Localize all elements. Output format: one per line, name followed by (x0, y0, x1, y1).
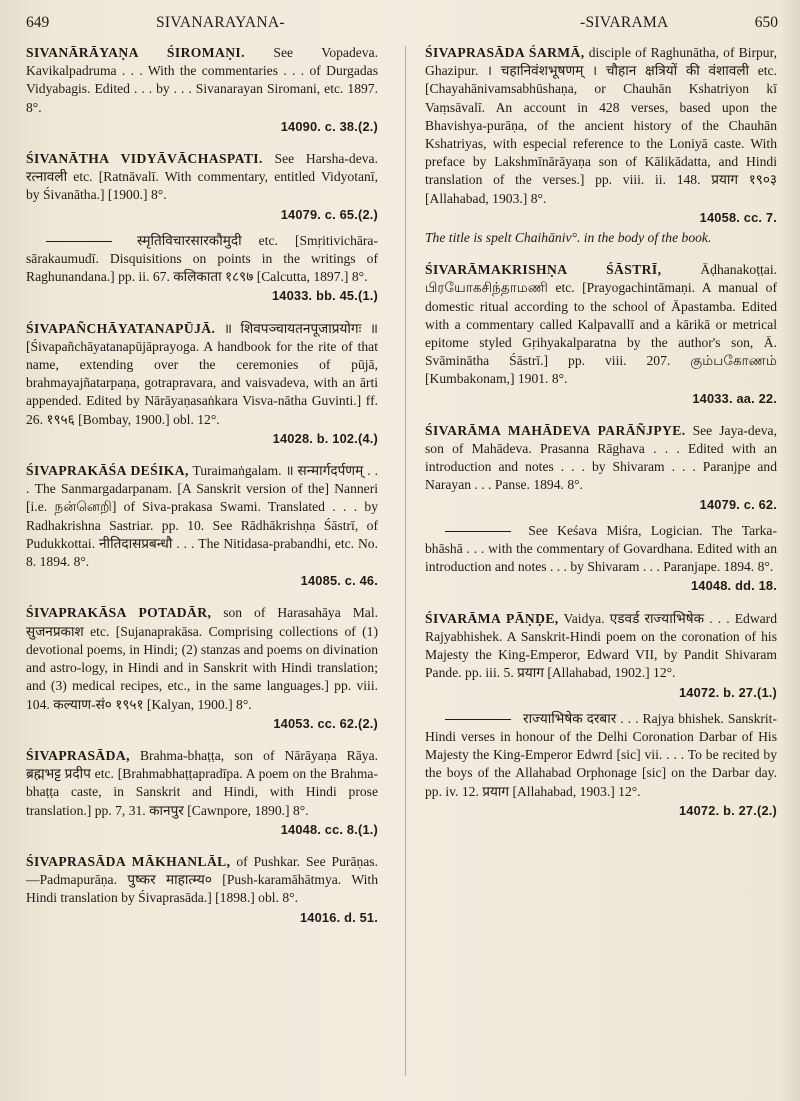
entry-heading: ŚIVAPRAKĀŚA DEŚIKA, (26, 463, 189, 479)
catalogue-entry (26, 44, 378, 136)
shelfmark: 14079. c. 65.(2.) (280, 206, 378, 222)
left-column (26, 44, 378, 1084)
catalogue-entry (425, 610, 777, 702)
entry-text: स्मृतिविचारसारकौमुदी etc. [Smṛitivichāra-sārakaumudī. Disquisitions on points in the writings of Raghunandana.] pp. ii. 67. कलिकाता १८९७ [Calcutta, 1897.] 8°. (26, 232, 378, 285)
entry-text: disciple of Raghunātha, of Birpur, Ghazipur. । चहानिवंशभूषणम् । चौहान क्षत्रियों की वंशावली etc. [Chayahānivamsabhūshaṇa, or Chauhān Kshatriyon kī Vaṃsāvalī. An account in 428 verses, based upon the Bhavishya-purāṇa, of the ancient history of the Chauhān Kshatriyas, with especial reference to the Loniyā caste. With preface by Lakshmīnārāyaṇa son of Kālikādatta, and Hindi translation of the verses.] pp. viii. ii. 148. प्रयाग १९०३ [Allahabad, 1903.] 8°. (425, 45, 777, 206)
entry-text: ॥ शिवपञ्चायतनपूजाप्रयोगः ॥ [Śivapañchāyatanapūjāprayoga. A handbook for the rite of that name, extending over the ceremonies of pūjā, brahmayajñatarpaṇa, gotrapravara, and vaisvadeva, with an ārti appended. Edited by Nārāyaṇasaṅkara Visva-nātha Guvinti.] ff. 26. १९५६ [Bombay, 1900.] obl. 12°. (26, 320, 378, 427)
entry-text: son of Harasahāya Mal. सुजनप्रकाश etc. [Sujanaprakāsa. Comprising collections of (1) devotional poems, in Hindi; (2) stanzas and poems on divination and astro-logy, in Hindi and in Sanskrit with Hindi translation; and (3) medical recipes, etc., in the same languages.] pp. viii. 104. कल्याण-सं० १९५१ [Kalyan, 1900.] 8°. (26, 605, 378, 712)
shelfmark: 14048. dd. 18. (690, 578, 777, 594)
repeat-heading-dash (445, 531, 511, 532)
entry-text: Āḍhanakoṭṭai. பிரயோகசிந்தாமணி etc. [Prayogachintāmaṇi. A manual of domestic ritual according to the school of Āpastamba. Edited with a commentary called Kalpavallī and a kārikā or metrical epitome styled Gṛihyakalparatna by the author's son, Ā. Svāminātha Śāstrī.] pp. viii. 207. கும்பகோணம் [Kumbakonam,] 1901. 8°. (425, 262, 777, 387)
catalogue-entry (26, 320, 378, 448)
entry-text: See Harsha-deva. रत्नावली etc. [Ratnāvalī. With commentary, entitled Vidyotanī, by Śivanātha.] [1900.] 8°. (26, 151, 378, 203)
shelfmark: 14058. cc. 7. (699, 209, 777, 225)
shelfmark: 14028. b. 102.(4.) (272, 430, 378, 446)
entry-text: See Jaya-deva, son of Mahādeva. Prasanna Rāghava . . . Edited with an introduction and notes . . . by Shivaram . . . Paranjpe and Narayan . . . Panse. 1894. 8°. (425, 422, 777, 493)
catalogue-entry (26, 462, 378, 590)
catalogue-entry (425, 44, 777, 247)
entry-heading: ŚIVAPRASĀDA ŚARMĀ, (425, 45, 585, 60)
page-number-right: 650 (754, 14, 778, 31)
entry-heading: ŚIVAPRAKĀSA POTADĀR, (26, 605, 212, 621)
catalogue-subentry (26, 232, 378, 306)
entry-text: Brahma-bhaṭṭa, son of Nārāyaṇa Rāya. ब्रह्मभट्ट प्रदीप etc. [Brahmabhaṭṭapradīpa. A poem on the Brahma-bhaṭṭa caste, in Sanskrit and Hindi, with Hindi prose translation.] pp. 7, 31. कानपुर [Cawnpore, 1890.] 8°. (26, 747, 378, 818)
shelfmark: 14016. d. 51. (299, 909, 378, 925)
running-head-left: SIVANARAYANA- (156, 14, 285, 31)
shelfmark: 14048. cc. 8.(1.) (280, 821, 378, 837)
entry-heading: ŚIVAPAÑCHĀYATANAPŪJĀ. (26, 320, 216, 336)
catalogue-subentry (425, 710, 777, 820)
catalogue-entry (26, 747, 378, 839)
shelfmark: 14079. c. 62. (699, 496, 777, 512)
catalogue-entry (26, 853, 378, 927)
entry-heading: ŚIVAPRASĀDA MĀKHANLĀL, (26, 853, 231, 869)
shelfmark: 14033. aa. 22. (692, 390, 777, 406)
repeat-heading-dash (46, 241, 112, 242)
shelfmark: 14072. b. 27.(1.) (678, 684, 777, 700)
entry-heading: SIVANĀRĀYAṆA ŚIROMAṆI. (26, 45, 245, 60)
repeat-heading-dash (445, 719, 511, 720)
catalogue-entry (26, 150, 378, 224)
page-header (26, 14, 778, 38)
entry-text: Vaidya. एडवर्ड राज्याभिषेक . . . Edward Rajyabhishek. A Sanskrit-Hindi poem on the coronation of his Majesty the King-Emperor, Edward VII, by Pandit Shivaram Pande. pp. iii. 5. प्रयाग [Allahabad, 1902.] 12°. (425, 610, 777, 681)
entry-text: of Pushkar. See Purāṇas.—Padmapurāṇa. पुष्कर माहात्म्य० [Push-karamāhātmya. With Hindi translation by Śivaprasāda.] [1898.] obl. 8°. (26, 853, 378, 906)
entry-heading: ŚIVAPRASĀDA, (26, 747, 130, 763)
entry-heading: ŚIVANĀTHA VIDYĀVĀCHASPATI. (26, 151, 263, 167)
entry-heading: ŚIVARĀMA MAHĀDEVA PARĀÑJPYE. (425, 422, 686, 438)
column-divider (405, 46, 406, 1076)
entry-text: See Vopadeva. Kavikalpadruma . . . With the commentaries . . . of Durgadas Vidyabagis. Edited . . . by . . . Sivanarayan Siromani, etc. 1897. 8°. (26, 45, 378, 115)
running-head-right: -SIVARAMA (580, 14, 669, 31)
entry-heading: ŚIVARĀMA PĀṆḌE, (425, 610, 559, 626)
shelfmark: 14053. cc. 62.(2.) (273, 715, 378, 731)
shelfmark: 14033. bb. 45.(1.) (271, 288, 378, 304)
shelfmark: 14085. c. 46. (300, 573, 378, 589)
catalogue-entry (26, 604, 378, 732)
right-column (425, 44, 777, 1084)
entry-text: राज्याभिषेक दरबार . . . Rajya bhishek. Sanskrit-Hindi verses in honour of the Delhi Coronation Darbar of His Majesty the King-Emperor Edwrd [sic] vii. . . . To be recited by the boys of the Allahabad Orphonage [sic] on the Darbar day. pp. iv. 12. प्रयाग [Allahabad, 1903.] 12°. (425, 710, 777, 799)
catalogue-entry (425, 261, 777, 408)
catalogue-entry (425, 422, 777, 514)
shelfmark: 14072. b. 27.(2.) (678, 802, 777, 818)
shelfmark: 14090. c. 38.(2.) (280, 118, 378, 134)
entry-heading: ŚIVARĀMAKRISHṆA ŚĀSTRĪ, (425, 262, 662, 278)
entry-text: See Keśava Miśra, Logician. The Tarka-bhāshā . . . with the commentary of Govardhana. Edited with an introduction and notes . . . by Shivaram . . . Paranjape. 1894. 8°. (425, 522, 777, 575)
entry-text: Turaimaṅgalam. ॥ सन्मार्गदर्पणम् . . . The Sanmargadarpanam. [A Sanskrit version of the] Nanneri [i.e. நன்னெறி] of Siva-prakasa Swami. Translated . . . by Radhakrishna Sastriar. pp. 10. See Rādhākrishṇa Śāstrī, of Pudukkottai. नीतिदासप्रबन्धौ . . . The Nitidasa-prabandhi, etc. No. 8. 1894. 8°. (26, 463, 378, 570)
catalogue-subentry (425, 522, 777, 596)
page-number-left: 649 (26, 14, 50, 31)
entry-note: The title is spelt Chaihāniv°. in the body of the book. (425, 230, 712, 246)
